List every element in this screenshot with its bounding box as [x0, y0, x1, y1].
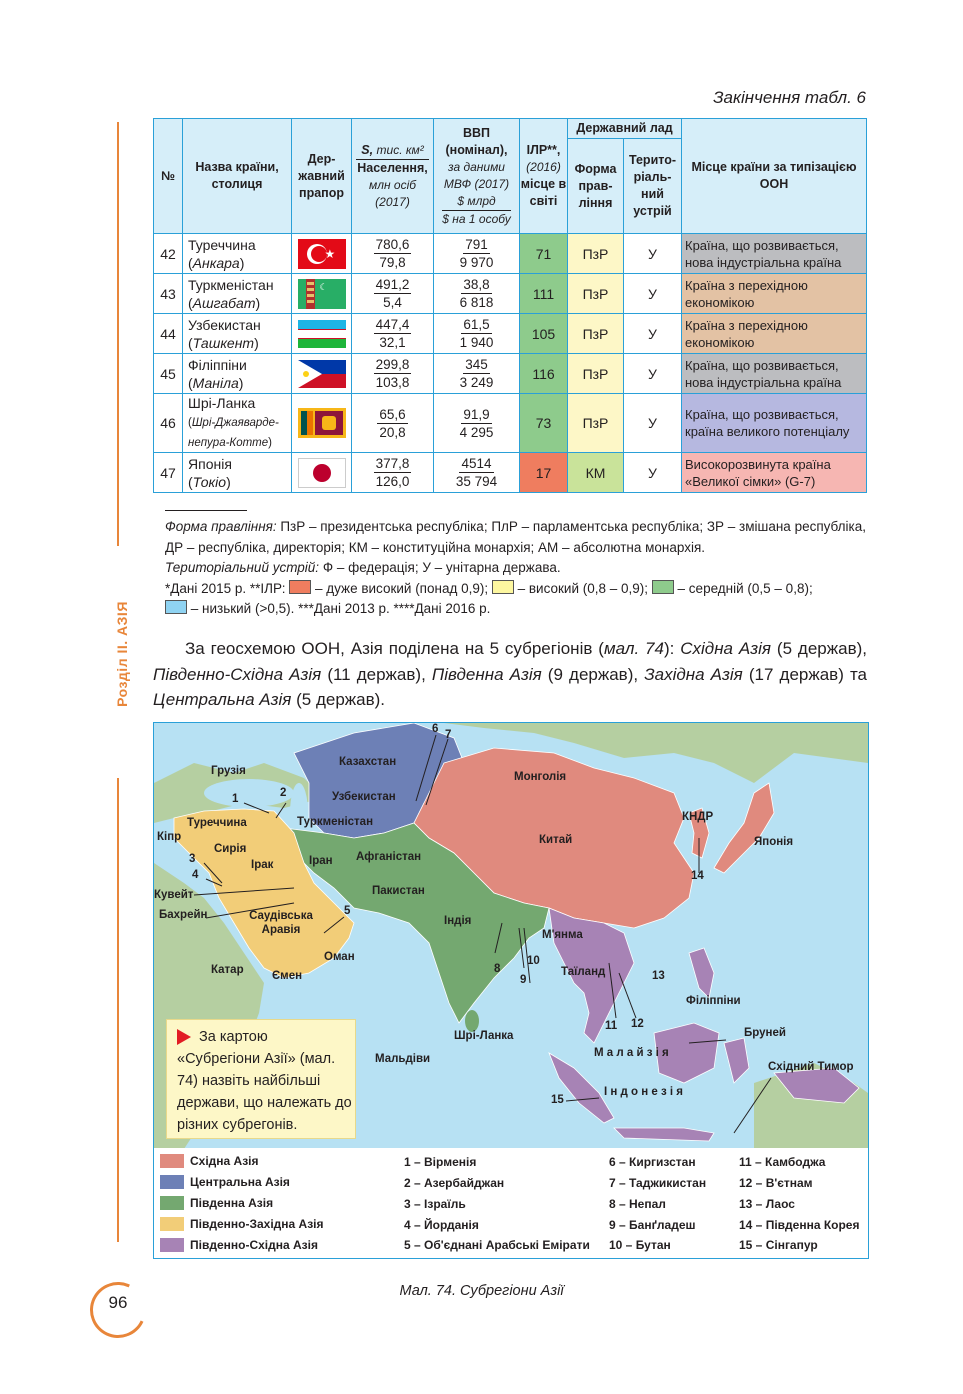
legend-num-item: 14 – Південна Корея: [739, 1218, 860, 1232]
area-value: 447,4: [375, 317, 410, 332]
label-n4: 4: [192, 869, 199, 881]
label-n1: 1: [232, 793, 239, 805]
gov-form-cell: ПзР: [568, 234, 624, 274]
hdi-cell: 17: [520, 453, 568, 493]
gdp-value: 91,9: [463, 406, 490, 422]
java-shape: [614, 1128, 714, 1141]
country-name: Туреччина: [188, 236, 256, 253]
header-hdi-place: місце в світі: [520, 177, 567, 208]
capital-name: Токіо: [192, 473, 227, 490]
gdp-cell: [434, 354, 520, 394]
row-num: 46: [154, 394, 183, 453]
header-gdp-unit-bot: $ на 1 особу: [442, 211, 511, 226]
area-value: 299,8: [375, 357, 410, 372]
hdi-cell: 116: [520, 354, 568, 394]
sri-lanka-flag-icon: [298, 408, 346, 438]
footnote-ter-label: Територіальний устрій:: [165, 560, 320, 575]
table-row: [154, 453, 867, 493]
footnote-hdi-low: – низький (>0,5). ***Дані 2013 р. ****Дані 2016 р.: [187, 601, 491, 616]
gdp-pc-value: 3 249: [459, 375, 494, 390]
legend-num-item: 7 – Таджикистан: [609, 1176, 707, 1190]
gdp-pc-value: 1 940: [459, 335, 494, 350]
label-bahrain: Бахрейн: [159, 909, 208, 921]
header-hdi: [520, 119, 568, 234]
gdp-cell: [434, 394, 520, 453]
footnotes: [165, 517, 870, 620]
footnote-hdi-intro: *Дані 2015 р. **ІЛР:: [165, 580, 286, 596]
label-qatar: Катар: [211, 964, 244, 976]
territorial-cell: У: [624, 314, 682, 354]
label-saudi-arabia: Саудівська Аравія: [249, 910, 313, 936]
territorial-cell: У: [624, 234, 682, 274]
label-malaysia: М а л а й з і я: [594, 1047, 669, 1059]
philippines-shape: [689, 948, 714, 998]
legend-num-item: 5 – Об'єднані Арабські Емірати: [404, 1238, 590, 1252]
header-num: №: [154, 119, 183, 234]
label-iran: Іран: [309, 855, 333, 867]
table-row: [154, 394, 867, 453]
header-population: Населення,: [357, 160, 428, 175]
footnote-rule: [165, 510, 247, 511]
japan-shape: [714, 783, 774, 873]
header-territorial: Терито- ріаль- ний устрій: [624, 139, 682, 234]
sulawesi-shape: [724, 1038, 749, 1083]
area-value: 377,8: [375, 456, 410, 471]
area-pop-cell: [352, 354, 434, 394]
label-turkey: Туреччина: [187, 817, 247, 829]
area-pop-cell: [352, 274, 434, 314]
label-sri-lanka: Шрі-Ланка: [454, 1030, 514, 1042]
header-gov-form: Форма прав- ління: [568, 139, 624, 234]
label-n8: 8: [494, 963, 501, 975]
label-pakistan: Пакистан: [372, 885, 425, 897]
country-name: Японія: [188, 455, 232, 472]
legend-swatch-central: [160, 1175, 184, 1189]
gdp-value: 791: [465, 237, 488, 252]
table-row: [154, 314, 867, 354]
footnote-ter-text: Ф – федерація; У – унітарна держава.: [319, 560, 561, 575]
area-value: 780,6: [375, 237, 410, 252]
label-maldives: Мальдіви: [375, 1053, 431, 1065]
table-continuation-title: Закінчення табл. 6: [713, 88, 866, 107]
map-legend: [153, 1148, 869, 1259]
row-num: 47: [154, 453, 183, 493]
gdp-pc-value: 4 295: [459, 424, 494, 440]
territorial-cell: У: [624, 394, 682, 453]
hdi-low-swatch: [165, 600, 187, 614]
header-population-unit: млн осіб (2017): [368, 177, 417, 209]
country-name: Філіппіни: [188, 356, 247, 373]
legend-east-asia: Східна Азія: [190, 1154, 259, 1168]
pop-value: 5,4: [383, 295, 402, 310]
turkmenistan-flag-icon: ☾: [298, 279, 346, 309]
gdp-value: 61,5: [463, 317, 490, 332]
label-mongolia: Монголія: [514, 771, 567, 783]
label-myanmar: М'янма: [542, 929, 583, 941]
hdi-cell: 73: [520, 394, 568, 453]
label-iraq: Ірак: [251, 859, 274, 871]
area-pop-cell: [352, 394, 434, 453]
label-china: Китай: [539, 834, 573, 846]
header-area-pop: [352, 119, 434, 234]
asia-subregions-map: [153, 722, 869, 1150]
territorial-cell: У: [624, 274, 682, 314]
legend-south-asia: Південна Азія: [190, 1196, 274, 1210]
sri-lanka-shape: [465, 1010, 479, 1032]
pop-value: 32,1: [379, 335, 406, 350]
header-hdi-year: (2016): [526, 160, 561, 174]
row-num: 45: [154, 354, 183, 394]
gdp-cell: [434, 234, 520, 274]
table-row: [154, 354, 867, 394]
side-rule-bottom: [117, 778, 119, 1242]
section-side-label: Розділ II. АЗІЯ: [114, 601, 130, 707]
flag-cell: [292, 234, 352, 274]
flag-cell: [292, 453, 352, 493]
un-type-cell: Країна з перехідною економікою: [682, 274, 867, 314]
label-brunei: Бруней: [744, 1027, 786, 1039]
area-value: 491,2: [375, 277, 410, 292]
figure-caption: Мал. 74. Субрегіони Азії: [399, 1283, 564, 1299]
footnote-gov-label: Форма правління:: [165, 519, 277, 534]
gdp-value: 38,8: [463, 277, 490, 292]
territorial-cell: У: [624, 453, 682, 493]
footnote-hdi-medium: – середній (0,5 – 0,8);: [673, 580, 813, 596]
legend-num-item: 4 – Йорданія: [404, 1218, 479, 1232]
gov-form-cell: КМ: [568, 453, 624, 493]
legend-southeast-asia: Південно-Східна Азія: [190, 1238, 318, 1252]
label-n14: 14: [691, 870, 704, 882]
label-n12: 12: [631, 1018, 644, 1030]
legend-num-item: 13 – Лаос: [739, 1197, 795, 1211]
country-cell: Туреччина (Анкара): [183, 234, 292, 274]
label-n13: 13: [652, 970, 665, 982]
row-num: 42: [154, 234, 183, 274]
header-gdp: [434, 119, 520, 234]
area-pop-cell: [352, 314, 434, 354]
legend-num-item: 1 – Вірменія: [404, 1155, 477, 1169]
label-yemen: Ємен: [272, 970, 303, 982]
japan-flag-icon: [298, 458, 346, 488]
label-n11: 11: [605, 1020, 618, 1032]
header-gov-group: Державний лад: [568, 119, 682, 139]
capital-name: Анкара: [192, 254, 240, 271]
footnote-gov-text: ПзР – президентська республіка; ПлР – парламентська республіка; ЗР – змішана республіка, ДР – республіка, директорія; КМ – конституційна монархія; АМ – абсолютна монархія.: [165, 519, 867, 555]
table-row: [154, 234, 867, 274]
area-value: 65,6: [379, 406, 406, 422]
country-cell: Японія (Токіо): [183, 453, 292, 493]
legend-num-item: 15 – Сінгапур: [739, 1238, 818, 1252]
label-japan: Японія: [754, 836, 794, 848]
gov-form-cell: ПзР: [568, 354, 624, 394]
capital-name: Шрі-Джаяварде- непура-Котте: [188, 417, 279, 449]
hdi-cell: 71: [520, 234, 568, 274]
hdi-cell: 105: [520, 314, 568, 354]
legend-num-item: 2 – Азербайджан: [404, 1176, 505, 1190]
label-uzbekistan: Узбекистан: [332, 791, 396, 803]
capital-name: Ашгабат: [192, 294, 256, 311]
label-thailand: Таїланд: [561, 966, 606, 978]
flag-cell: [292, 314, 352, 354]
header-gdp-unit-top: $ млрд: [442, 193, 511, 211]
label-afghanistan: Афганістан: [356, 851, 422, 863]
label-kndr: КНДР: [682, 811, 714, 823]
label-syria: Сирія: [214, 843, 247, 855]
table-row: [154, 274, 867, 314]
gov-form-cell: ПзР: [568, 314, 624, 354]
hdi-high-swatch: [492, 580, 514, 594]
row-num: 43: [154, 274, 183, 314]
legend-swatch-east: [160, 1154, 184, 1168]
page-number: 96: [108, 1293, 128, 1312]
label-east-timor: Східний Тимор: [768, 1061, 854, 1073]
legend-swatch-west: [160, 1217, 184, 1231]
flag-cell: [292, 394, 352, 453]
legend-num-item: 6 – Киргизстан: [609, 1155, 696, 1169]
turkey-flag-icon: ★: [298, 239, 346, 269]
footnote-hdi-very-high: – дуже високий (понад 0,9);: [311, 580, 489, 596]
un-type-cell: Країна, що розвивається, нова індустріальна країна: [682, 234, 867, 274]
task-text: За картою «Субрегіони Азії» (мал. 74) назвіть найбільші держави, що належать до різних субрегонів.: [177, 1029, 352, 1133]
header-name: Назва країни, столиця: [183, 119, 292, 234]
un-type-cell: Країна з перехідною економікою: [682, 314, 867, 354]
un-type-cell: Країна, що розвивається, країна великого потенціалу: [682, 394, 867, 453]
legend-swatch-southeast: [160, 1238, 184, 1252]
header-un-type: Місце країни за типізацією ООН: [682, 119, 867, 234]
label-philippines: Філіппіни: [686, 995, 741, 1007]
legend-swatch-south: [160, 1196, 184, 1210]
label-kazakhstan: Казахстан: [339, 756, 397, 768]
label-n10: 10: [527, 955, 540, 967]
country-cell: Філіппіни (Маніла): [183, 354, 292, 394]
side-rule-top: [117, 122, 119, 546]
gov-form-cell: ПзР: [568, 274, 624, 314]
pop-value: 103,8: [375, 375, 410, 390]
legend-west-asia: Південно-Західна Азія: [190, 1217, 324, 1231]
label-n2: 2: [280, 787, 287, 799]
area-pop-cell: [352, 234, 434, 274]
country-cell: Узбекистан (Ташкент): [183, 314, 292, 354]
legend-num-item: 10 – Бутан: [609, 1238, 671, 1252]
territorial-cell: У: [624, 354, 682, 394]
label-turkmenistan: Туркменістан: [297, 816, 374, 828]
gdp-pc-value: 6 818: [459, 295, 494, 310]
flag-cell: [292, 274, 352, 314]
un-type-cell: Високорозвинута країна «Великої сімки» (G-7): [682, 453, 867, 493]
label-n9: 9: [520, 974, 527, 986]
gdp-value: 4514: [461, 456, 492, 471]
countries-table: [153, 118, 867, 493]
label-cyprus: Кіпр: [157, 831, 182, 843]
country-name: Туркменістан: [188, 276, 274, 293]
label-georgia: Грузія: [211, 765, 246, 777]
header-flag: Дер- жавний прапор: [292, 119, 352, 234]
header-gdp-main: ВВП (номінал),: [445, 125, 508, 157]
country-name: Узбекистан: [188, 316, 261, 333]
legend-central-asia: Центральна Азія: [190, 1175, 290, 1189]
legend-num-item: 3 – Ізраїль: [404, 1197, 466, 1211]
label-n7: 7: [445, 729, 452, 741]
gdp-value: 345: [465, 357, 488, 372]
un-type-cell: Країна, що розвивається, нова індустріальна країна: [682, 354, 867, 394]
label-indonesia: І н д о н е з і я: [604, 1086, 683, 1098]
country-name: Шрі-Ланка: [188, 395, 256, 411]
gov-form-cell: ПзР: [568, 394, 624, 453]
hdi-very-high-swatch: [289, 580, 311, 594]
legend-num-item: 8 – Непал: [609, 1197, 666, 1211]
area-pop-cell: [352, 453, 434, 493]
label-kuwait: Кувейт: [154, 889, 194, 901]
country-cell: Туркменістан (Ашгабат): [183, 274, 292, 314]
hdi-cell: 111: [520, 274, 568, 314]
pop-value: 79,8: [379, 255, 406, 270]
header-hdi-main: ІЛР**,: [526, 143, 561, 157]
label-india: Індія: [444, 915, 472, 927]
label-oman: Оман: [324, 951, 355, 963]
legend-num-item: 12 – В'єтнам: [739, 1176, 813, 1190]
country-cell: Шрі-Ланка (Шрі-Джаяварде- непура-Котте): [183, 394, 292, 453]
header-gdp-source: за даними МВФ (2017): [443, 159, 510, 191]
header-area-unit: тис. км²: [376, 142, 424, 157]
pop-value: 126,0: [375, 474, 410, 489]
hdi-medium-swatch: [652, 580, 674, 594]
legend-num-item: 11 – Камбоджа: [739, 1155, 826, 1169]
pop-value: 20,8: [379, 424, 406, 440]
task-box: [166, 1019, 356, 1139]
gdp-cell: [434, 453, 520, 493]
header-area: S,: [361, 142, 374, 157]
philippines-flag-icon: [298, 360, 346, 388]
gdp-cell: [434, 314, 520, 354]
row-num: 44: [154, 314, 183, 354]
capital-name: Ташкент: [192, 334, 255, 351]
label-n15: 15: [551, 1094, 564, 1106]
capital-name: Маніла: [192, 374, 239, 391]
legend-num-item: 9 – Банґладеш: [609, 1218, 696, 1232]
flag-cell: [292, 354, 352, 394]
uzbekistan-flag-icon: [298, 320, 346, 348]
body-paragraph: За геосхемою ООН, Азія поділена на 5 субрегіонів (мал. 74): Східна Азія (5 держав), Південно-Східна Азія (11 держав), Південна Азія (9 держав), Західна Азія (17 держав) та Центральна Азія (5 держав).: [153, 639, 868, 709]
gdp-cell: [434, 274, 520, 314]
label-n5: 5: [344, 905, 351, 917]
gdp-pc-value: 35 794: [455, 474, 498, 489]
label-n3: 3: [189, 853, 196, 865]
gdp-pc-value: 9 970: [459, 255, 494, 270]
footnote-hdi-high: – високий (0,8 – 0,9);: [513, 580, 649, 596]
label-n6: 6: [432, 723, 439, 735]
